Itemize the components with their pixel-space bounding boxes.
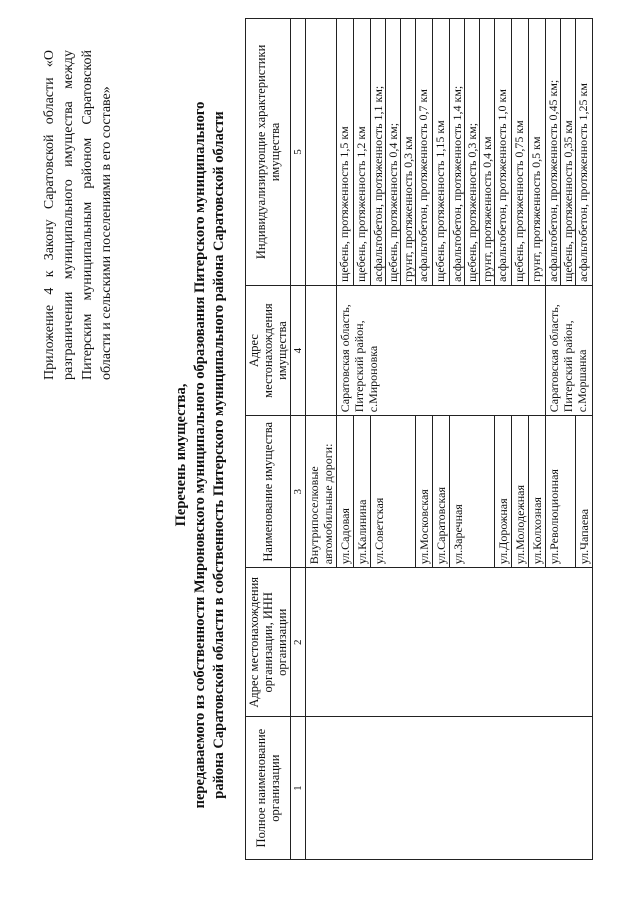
property-address: Саратовская область, Питерский район, с.Мироновка: [337, 285, 546, 415]
characteristic-line: щебень, протяженность 0,3 км;: [465, 19, 480, 285]
characteristic-line: асфальтобетон, протяженность 1,4 км;: [450, 19, 465, 285]
org-name-cell: [306, 717, 593, 860]
title-line-2: передаваемого из собственности Мироновского муниципального образования Питерского муниципального: [192, 101, 208, 809]
property-name: ул.Революционная: [546, 416, 576, 568]
header-property-characteristics: Индивидуализирующие характеристики имущества: [246, 19, 291, 286]
col-number: 2: [291, 568, 306, 717]
property-characteristics: [495, 19, 512, 286]
property-characteristics: [416, 19, 433, 286]
characteristic-line: щебень, протяженность 1,15 км: [433, 120, 447, 282]
property-characteristics: [354, 19, 371, 286]
property-characteristics: [576, 19, 593, 286]
characteristic-line: щебень, протяженность 0,4 км;: [386, 19, 401, 285]
header-property-address: Адрес местонахождения имущества: [246, 285, 291, 415]
property-characteristics: [529, 19, 546, 286]
table-header-row: [246, 19, 291, 860]
property-name: ул.Советская: [371, 416, 416, 568]
document-title: [172, 65, 229, 845]
col-number: 3: [291, 416, 306, 568]
property-address: Саратовская область, Питерский район, с.Моршанка: [546, 285, 593, 415]
property-characteristics: [371, 19, 416, 286]
characteristic-line: щебень, протяженность 1,2 км: [354, 126, 368, 282]
header-org-address: Адрес местонахождения организации, ИНН организации: [246, 568, 291, 717]
characteristic-line: грунт, протяженность 0,5 км: [529, 136, 543, 282]
header-org-name: Полное наименование организации: [246, 717, 291, 860]
col-number: 5: [291, 19, 306, 286]
empty-cell: [306, 285, 337, 415]
col-number: 4: [291, 285, 306, 415]
org-address-cell: [306, 568, 593, 717]
appendix-note: Приложение 4 к Закону Саратовской области «О разграничении муниципального имущества между Питерским муниципальным районом Саратовской области и сельскими поселениями в его составе»: [42, 50, 114, 380]
property-characteristics: [450, 19, 495, 286]
property-characteristics: [337, 19, 354, 286]
table-row: [306, 19, 337, 860]
property-name: ул.Заречная: [450, 416, 495, 568]
characteristic-line: грунт, протяженность 0,3 км: [401, 136, 415, 282]
title-line-1: Перечень имущества,: [173, 383, 189, 527]
empty-cell: [306, 19, 337, 286]
characteristic-line: асфальтобетон, протяженность 0,7 км: [416, 89, 430, 282]
table-body: [306, 19, 593, 860]
group-label: Внутрипоселковые автомобильные дороги:: [306, 416, 337, 568]
characteristic-line: асфальтобетон, протяженность 1,0 км: [495, 89, 509, 282]
property-name: ул.Чапаева: [576, 416, 593, 568]
property-name: ул.Молодежная: [512, 416, 529, 568]
property-name: ул.Московская: [416, 416, 433, 568]
property-characteristics: [546, 19, 576, 286]
characteristic-line: щебень, протяженность 1,5 км: [337, 126, 351, 282]
property-characteristics: [512, 19, 529, 286]
characteristic-line: асфальтобетон, протяженность 1,25 км: [576, 83, 590, 282]
property-name: ул.Саратовская: [433, 416, 450, 568]
property-name: ул.Калинина: [354, 416, 371, 568]
property-name: ул.Колхозная: [529, 416, 546, 568]
property-characteristics: [433, 19, 450, 286]
characteristic-line: грунт, протяженность 0,4 км: [480, 136, 494, 282]
characteristic-line: асфальтобетон, протяженность 1,1 км;: [371, 19, 386, 285]
title-line-3: района Саратовской области в собственность Питерского муниципального района Саратовской области: [211, 111, 227, 799]
characteristic-line: асфальтобетон, протяженность 0,45 км;: [546, 19, 561, 285]
characteristic-line: щебень, протяженность 0,35 км: [561, 120, 575, 282]
characteristic-line: щебень, протяженность 0,75 км: [512, 120, 526, 282]
col-number: 1: [291, 717, 306, 860]
header-property-name: Наименование имущества: [246, 416, 291, 568]
table-number-row: [291, 19, 306, 860]
property-name: ул.Дорожная: [495, 416, 512, 568]
property-name: ул.Садовая: [337, 416, 354, 568]
property-table: [245, 18, 593, 860]
